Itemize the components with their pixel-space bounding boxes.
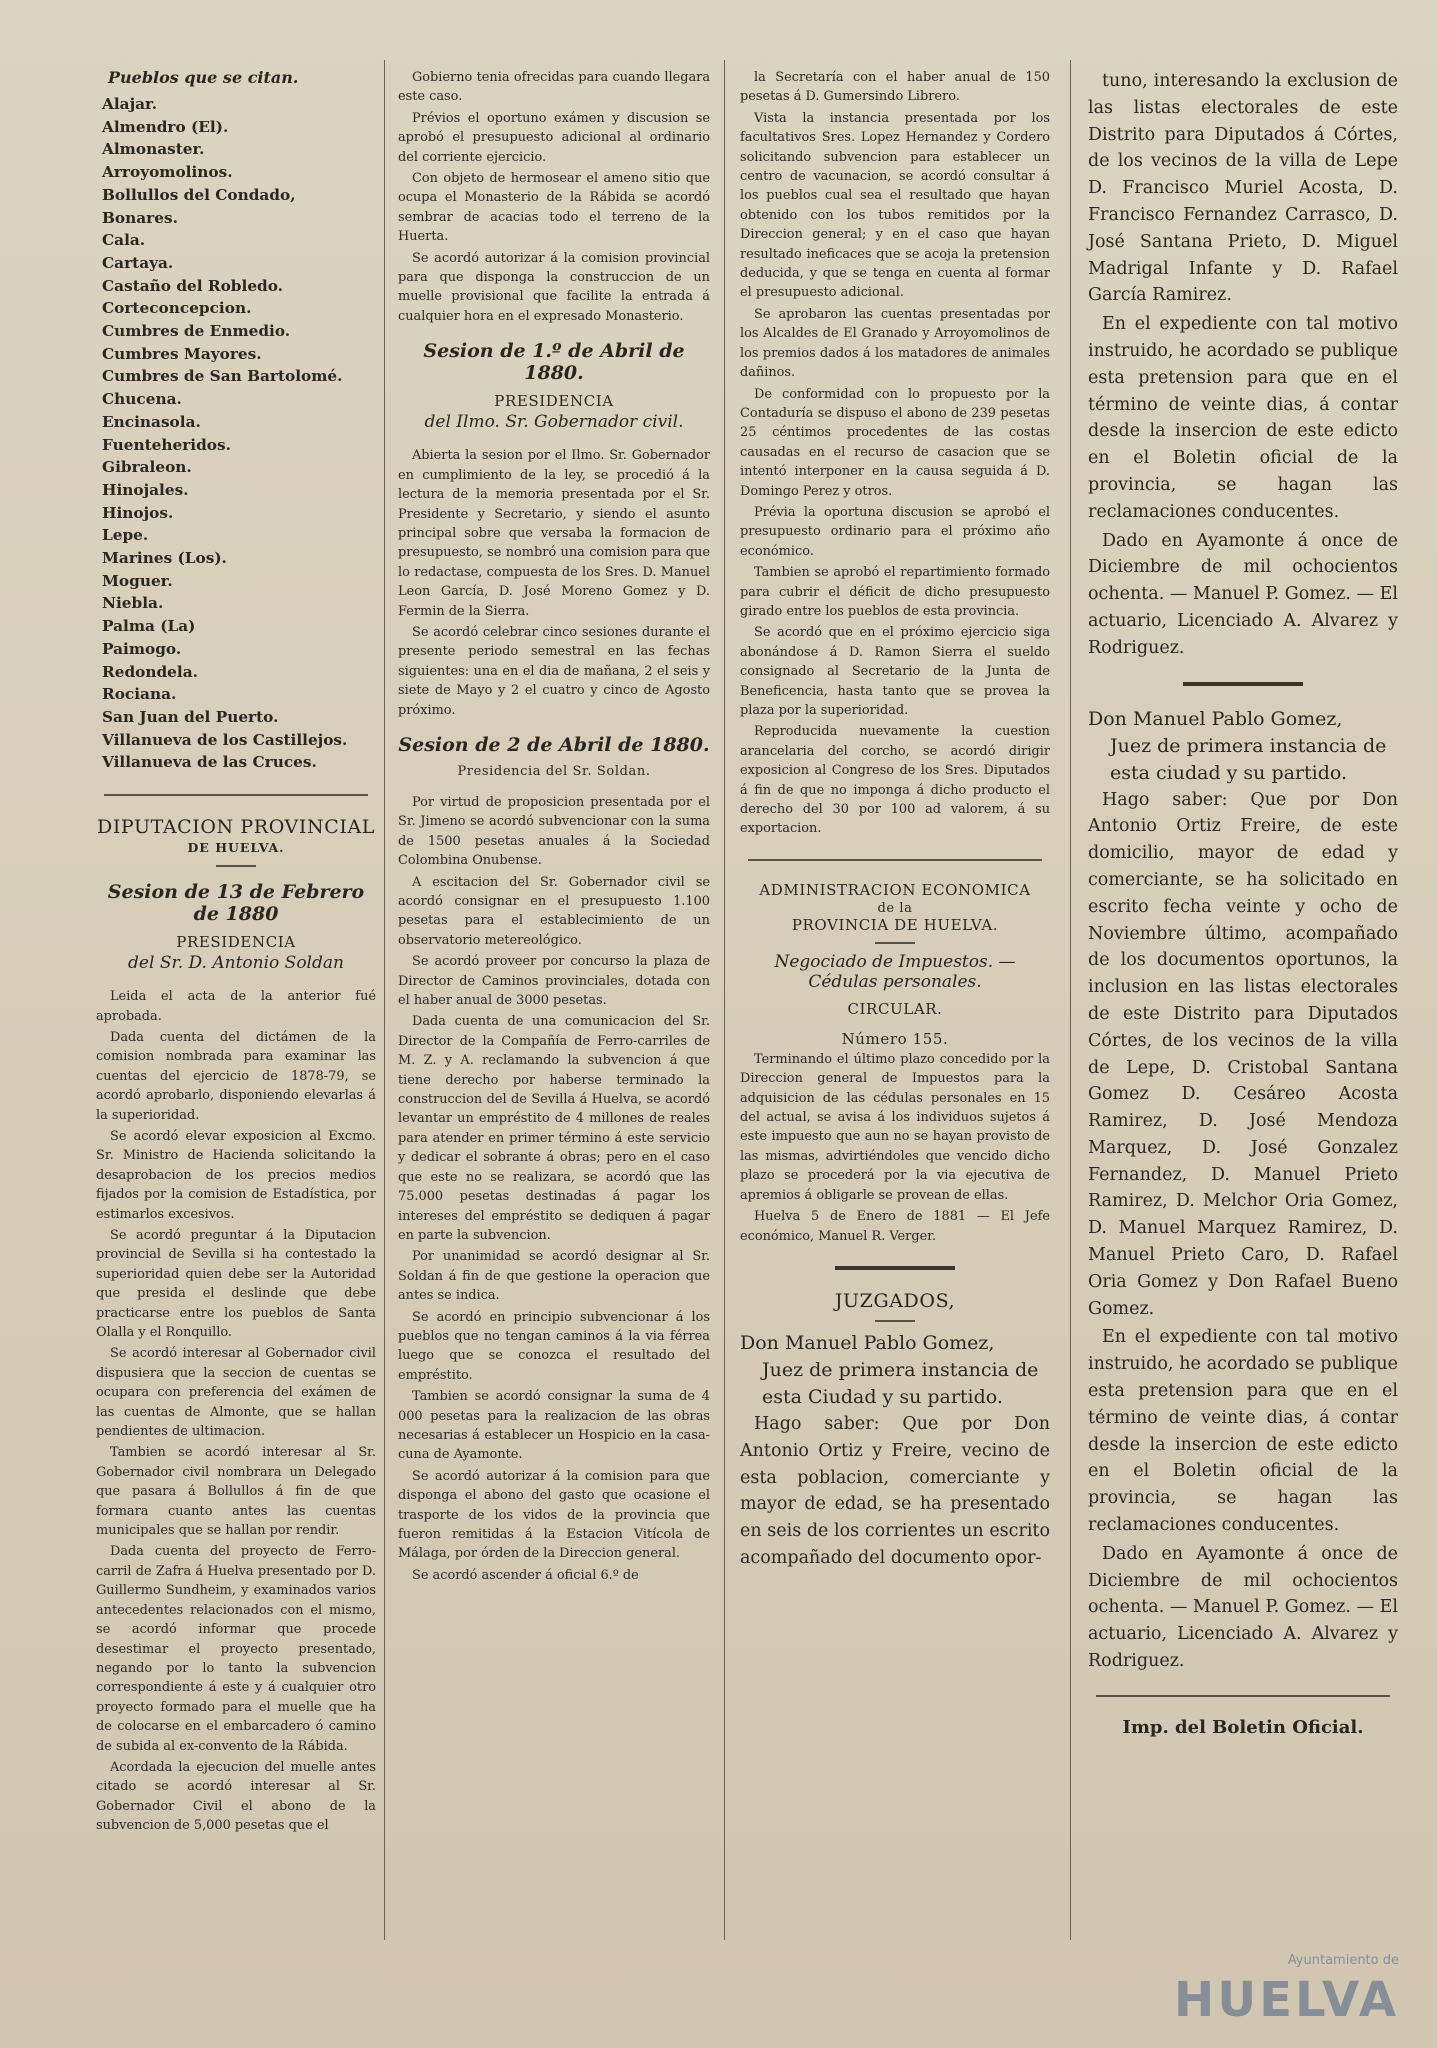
column-rule — [1070, 60, 1071, 1940]
diputacion-subtitle: DE HUELVA. — [187, 840, 285, 856]
paragraph: Con objeto de hermosear el ameno sitio que ocupa el Monasterio de la Rábida se acordó sembrar de acacias todo el terreno de la Huerta. — [398, 171, 710, 245]
session-body — [398, 446, 710, 720]
town-item: Redondela. — [102, 662, 198, 681]
town-item: Rociana. — [102, 685, 177, 704]
circular-number: Número 155. — [841, 1029, 949, 1048]
administracion-province: PROVINCIA DE HUELVA. — [791, 915, 999, 934]
paragraph: Hago saber: Que por Don Antonio Ortiz Freire, de este domicilio, mayor de edad y comerciante, se ha solicitado en escrito fecha veinte y ocho de Noviembre último, acompañado de los documentos oportunos, la inclusion en las listas electorales de este Distrito para Diputados Córtes, de los vecinos de la villa de Lepe, D. Cristobal Santana Gomez D. Cesáreo Acosta Ramirez, D. José Mendoza Marquez, D. José Gonzalez Fernandez, D. Manuel Prieto Ramirez, D. Melchor Oria Gomez, D. Manuel Marquez Ramirez, D. Manuel Prieto Caro, D. Rafael Oria Gomez y Don Rafael Bueno Gomez. — [1088, 789, 1398, 1319]
column-rule — [384, 60, 385, 1940]
diputacion-title: DIPUTACION PROVINCIAL — [96, 816, 375, 839]
paragraph: Por unanimidad se acordó designar al Sr. Soldan á fin de que gestione la operacion que antes se indica. — [398, 1249, 710, 1304]
paragraph: Se acordó que en el próximo ejercicio siga abonándose á D. Ramon Sierra el sueldo consignado al Secretario de la Junta de Beneficencia, hasta tanto que se provea la plaza por la superioridad. — [740, 625, 1050, 718]
paragraph: Se acordó proveer por concurso la plaza de Director de Caminos provinciales, dotada con el haber anual de 3000 pesetas. — [398, 954, 710, 1009]
town-item: Gibraleon. — [102, 458, 192, 477]
paragraph: la Secretaría con el haber anual de 150 pesetas á D. Gumersindo Librero. — [740, 70, 1050, 105]
paragraph: Huelva 5 de Enero de 1881 — El Jefe económico, Manuel R. Verger. — [740, 1209, 1050, 1244]
town-item: Niebla. — [102, 594, 164, 613]
paragraph: Se acordó preguntar á la Diputacion provincial de Sevilla si ha contestado la superioridad quien debe ser la Autoridad que presida el deslinde que debe practicarse entre los pueblos de Santa Olalla y el Ronquillo. — [96, 1227, 376, 1340]
town-item: Marines (Los). — [102, 549, 227, 568]
session-body-continued — [740, 68, 1050, 839]
town-item: Almendro (El). — [102, 117, 229, 136]
judge-name: Don Manuel Pablo Gomez, — [1088, 707, 1343, 730]
paragraph: En el expediente con tal motivo instruido, he acordado se publique esta pretension para que en el término de veinte dias, á contar desde la insercion de este edicto en el Boletin oficial de la provincia, se hagan las reclamaciones conducentes. — [1088, 1327, 1398, 1536]
town-item: Moguer. — [102, 571, 173, 590]
session-title: Sesion de 1.º de Abril de 1880. — [423, 340, 685, 385]
short-divider — [875, 942, 915, 944]
section-divider — [104, 794, 368, 796]
town-item: Cumbres Mayores. — [102, 344, 262, 363]
column-3 — [740, 68, 1050, 1574]
paragraph: Vista la instancia presentada por los facultativos Sres. Lopez Hernandez y Cordero solicitando subvencion para establecer un centro de vacunacion, se acordó consultar á los pueblos cual sea el resultado que hayan obtenido con los tubos remitidos por la Direccion general; y en el caso que hayan resultado ineficaces que se acoja la pretension deducida, y que se tenga en cuenta al formar el presupuesto adicional. — [740, 110, 1050, 301]
presidency-label: PRESIDENCIA — [176, 933, 296, 952]
paragraph: Se acordó celebrar cinco sesiones durante el presente periodo semestral en las fechas siguientes: una en el dia de mañana, 2 el seis y siete de Mayo y 2 el cuatro y cinco de Agosto próximo. — [398, 624, 710, 718]
administracion-de: de la — [877, 900, 913, 916]
paragraph: Se acordó interesar al Gobernador civil dispusiera que la seccion de cuentas se ocupara con preferencia del exámen de las cuentas de Almonte, que se hallan pendientes de ultimacion. — [96, 1346, 376, 1440]
session-body — [398, 793, 710, 1585]
paragraph: Gobierno tenia ofrecidas para cuando llegara este caso. — [398, 70, 710, 105]
edict-body — [1088, 787, 1398, 1675]
paragraph: Dada cuenta del dictámen de la comision nombrada para examinar las cuentas del ejercicio de 1878-79, se acordó aprobarlo, disponiendo elevarlas á la superioridad. — [96, 1029, 376, 1123]
circular-title: CIRCULAR. — [847, 999, 943, 1018]
paragraph: Prévios el oportuno exámen y discusion se aprobó el presupuesto adicional al ordinario del corriente ejercicio. — [398, 110, 710, 165]
watermark-line-1: Ayuntamiento de — [1287, 1953, 1399, 1968]
paragraph: Leida el acta de la anterior fué aprobada. — [96, 989, 376, 1024]
session-body-continued — [398, 68, 710, 326]
paragraph: Se aprobaron las cuentas presentadas por los Alcaldes de El Granado y Arroyomolinos de los premios dados á los matadores de animales dañinos. — [740, 306, 1050, 381]
column-rule — [724, 60, 725, 1940]
paragraph: Hago saber: Que por Don Antonio Ortiz y Freire, vecino de esta poblacion, comerciante y mayor de edad, se ha presentado en seis de los corrientes un escrito acompañado del documento opor- — [740, 1413, 1050, 1568]
paragraph: Dado en Ayamonte á once de Diciembre de mil ochocientos ochenta. — Manuel P. Gomez. — El actuario, Licenciado A. Alvarez y Rodriguez. — [1088, 530, 1398, 658]
presidency-by: del Ilmo. Sr. Gobernador civil. — [424, 412, 684, 433]
town-item: Cala. — [102, 231, 146, 250]
town-item: Arroyomolinos. — [102, 163, 233, 182]
edict-body — [740, 1411, 1050, 1572]
paragraph: Dada cuenta del proyecto de Ferro-carril de Zafra á Huelva presentado por D. Guillermo Sundheim, y examinados varios antecedentes relacionados con el mismo, se acordó informar que procede desestimar el proyecto presentado, negando por lo tanto la subvencion correspondiente á este y á cualquier otro proyecto formado para el muelle que ha de colocarse en el embarcadero ó camino de subida al ex-convento de la Rábida. — [96, 1544, 376, 1754]
paragraph: Se acordó en principio subvencionar á los pueblos que no tengan caminos á la via férrea luego que se conozca el resultado del empréstito. — [398, 1309, 710, 1383]
town-item: Encinasola. — [102, 412, 201, 431]
paragraph: Se acordó autorizar á la comision para que disponga el abono del gasto que ocasione el trasporte de los vidos de la provincia que fueron remitidas á la Estacion Vitícola de Málaga, por órden de la Direccion general. — [398, 1468, 710, 1562]
paragraph: Dado en Ayamonte á once de Diciembre de mil ochocientos ochenta. — Manuel P. Gomez. — El actuario, Licenciado A. Alvarez y Rodriguez. — [1088, 1543, 1398, 1672]
session-body — [96, 987, 376, 1835]
town-item: Bonares. — [102, 208, 178, 227]
watermark-line-2: HUELVA — [1174, 1972, 1399, 2028]
paragraph: Dada cuenta de una comunicacion del Sr. Director de la Compañía de Ferro-carriles de M. Z. y A. reclamando la subvencion á que tiene derecho por haberse terminado la construccion del de Sevilla á Huelva, se acordó levantar un empréstito de 4 millones de reales para atender en primer término á este servicio y dedicar el sobrante á obras; pero en el caso que este no se realizara, se acordó que las 75.000 pesetas destinadas á pagar los intereses del empréstito se dediquen á pagar en parte la subvencion. — [398, 1014, 710, 1243]
negociado-title: Negociado de Impuestos. — Cédulas personales. — [774, 951, 1016, 992]
paragraph: Acordada la ejecucion del muelle antes citado se acordó interesar al Sr. Gobernador Civil el abono de la subvencion de 5,000 pesetas que el — [96, 1759, 376, 1834]
paragraph: Terminando el último plazo concedido por la Direccion general de Impuestos para la adquisicion de las cédulas personales en 15 del actual, se avisa á los individuos sujetos á este impuesto que aun no se hayan provisto de las mismas, advirtiéndoles que vencido dicho plazo se procederá por la via ejecutiva de apremios á obligarle se provean de ellas. — [740, 1051, 1050, 1203]
presidency-label: Presidencia del Sr. Soldan. — [457, 763, 651, 779]
juzgados-title: JUZGADOS, — [834, 1289, 956, 1312]
session-title: Sesion de 13 de Febrero de 1880 — [107, 881, 365, 926]
town-item: Hinojales. — [102, 480, 189, 499]
town-item: Castaño del Robledo. — [102, 276, 284, 295]
town-item: Lepe. — [102, 526, 149, 545]
town-item: Corteconcepcion. — [102, 299, 252, 318]
town-item: Paimogo. — [102, 639, 182, 658]
circular-body — [740, 1050, 1050, 1246]
paragraph: Se acordó autorizar á la comision provincial para que disponga la construccion de un muelle provisional que facilite la entrada á cualquier hora en el expresado Monasterio. — [398, 250, 710, 324]
paragraph: En el expediente con tal motivo instruido, he acordado se publique esta pretension para que en el término de veinte dias, á contar desde la insercion de este edicto en el Boletin oficial de la provincia, se hagan las reclamaciones conducentes. — [1088, 314, 1398, 522]
short-divider — [875, 1320, 915, 1322]
town-item: Cumbres de San Bartolomé. — [102, 367, 343, 386]
column-1 — [96, 68, 376, 1838]
town-item: Alajar. — [102, 95, 158, 113]
section-divider — [748, 859, 1042, 861]
town-item: Bollullos del Condado, — [102, 185, 296, 204]
paragraph: Se acordó ascender á oficial 6.º de — [412, 1567, 639, 1583]
town-item: Cumbres de Enmedio. — [102, 322, 291, 341]
administracion-title: ADMINISTRACION ECONOMICA — [759, 880, 1031, 899]
paragraph: A escitacion del Sr. Gobernador civil se acordó consignar en el presupuesto 1.100 pesetas para el establecimiento de un observatorio metereológico. — [398, 874, 710, 948]
session-title: Sesion de 2 de Abril de 1880. — [398, 733, 710, 756]
town-item: Almonaster. — [102, 140, 205, 159]
paragraph: Tambien se acordó consignar la suma de 4 000 pesetas para la realizacion de las obras necesarias á establecer un Hospicio en la casa-cuna de Ayamonte. — [398, 1389, 710, 1463]
section-divider — [1096, 1695, 1390, 1697]
paragraph: Tambien se acordó interesar al Sr. Gobernador civil nombrara un Delegado que pasara á Bollullos á fin de que formara cuanto antes las cuentas municipales que se hallan por rendir. — [96, 1445, 376, 1539]
town-item: Villanueva de las Cruces. — [102, 753, 317, 772]
town-item: Palma (La) — [102, 617, 196, 636]
presidency-by: del Sr. D. Antonio Soldan — [128, 953, 344, 974]
paragraph: tuno, interesando la exclusion de las listas electorales de este Distrito para Diputados á Córtes, de los vecinos de la villa de Lepe D. Francisco Muriel Acosta, D. Francisco Fernandez Carrasco, D. José Santana Prieto, D. Miguel Madrigal Infante y D. Rafael García Ramirez. — [1088, 71, 1398, 306]
imprint-line: Imp. del Boletin Oficial. — [1122, 1716, 1364, 1738]
town-item: Fuenteheridos. — [102, 435, 231, 454]
paragraph: Por virtud de proposicion presentada por el Sr. Jimeno se acordó subvencionar con la suma de 1500 pesetas anuales á la Sociedad Colombina Onubense. — [398, 794, 710, 869]
edict-body-continued — [1088, 68, 1398, 662]
towns-title: Pueblos que se citan. — [108, 68, 299, 87]
short-divider — [216, 865, 256, 867]
column-4 — [1088, 68, 1398, 1738]
judge-title: Juez de primera instancia de esta Ciudad y su partido. — [762, 1358, 1039, 1408]
town-item: Hinojos. — [102, 503, 174, 522]
paragraph: Se acordó elevar exposicion al Excmo. Sr. Ministro de Hacienda solicitando la desaprobacion de los precios medios fijados por la comision de Estadística, por estimarlos excesivos. — [96, 1128, 376, 1222]
town-item: Chucena. — [102, 390, 182, 409]
archive-watermark — [1109, 1914, 1409, 2034]
judge-name: Don Manuel Pablo Gomez, — [740, 1331, 995, 1354]
heavy-divider — [835, 1266, 955, 1270]
town-item: San Juan del Puerto. — [102, 707, 279, 726]
town-item: Cartaya. — [102, 253, 174, 272]
towns-list — [96, 93, 376, 774]
column-2 — [398, 68, 710, 1587]
town-item: Villanueva de los Castillejos. — [102, 730, 348, 749]
presidency-label: PRESIDENCIA — [494, 392, 614, 411]
paragraph: Reproducida nuevamente la cuestion arancelaria del corcho, se acordó dirigir exposicion al Congreso de los Sres. Diputados á fin de que no imponga á dicho producto el derecho del 30 por 100 ad valorem, á su exportacion. — [740, 724, 1050, 837]
paragraph: Tambien se aprobó el repartimiento formado para cubrir el déficit de dicho presupuesto girado entre los pueblos de esta provincia. — [740, 565, 1050, 619]
paragraph: Prévia la oportuna discusion se aprobó el presupuesto ordinario para el próximo año económico. — [740, 504, 1050, 559]
heavy-divider — [1183, 682, 1303, 686]
paragraph: Abierta la sesion por el Ilmo. Sr. Gobernador en cumplimiento de la ley, se procedió á la lectura de la memoria presentada por el Sr. Presidente y Secretario, y siendo el asunto principal sobre que versaba la formacion de presupuesto, se nombró una comision para que lo redactase, compuesta de los Sres. D. Manuel Leon García, D. José Moreno Gomez y D. Fermin de la Sierra. — [398, 448, 710, 619]
paragraph: De conformidad con lo propuesto por la Contaduría se dispuso el abono de 239 pesetas 25 céntimos procedentes de las costas causadas en el recurso de casacion que se intentó interponer en la causa seguida á D. Domingo Perez y otros. — [740, 386, 1050, 499]
judge-title: Juez de primera instancia de esta ciudad y su partido. — [1110, 734, 1387, 784]
